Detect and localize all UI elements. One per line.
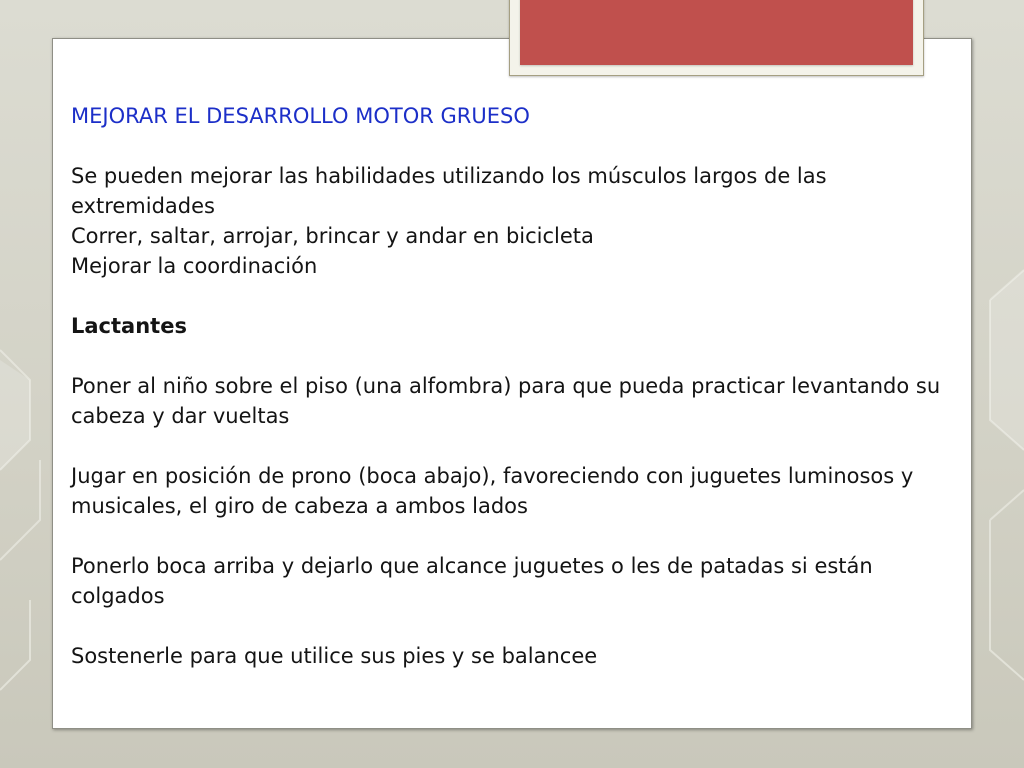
activity-item: Sostenerle para que utilice sus pies y se balancee xyxy=(71,644,598,668)
activity-item: Ponerlo boca arriba y dejarlo que alcance juguetes o les de patadas si están colgados xyxy=(71,554,873,608)
section-subheading: Lactantes xyxy=(71,314,187,338)
slide-title: MEJORAR EL DESARROLLO MOTOR GRUESO xyxy=(71,104,530,128)
accent-header-frame xyxy=(509,0,924,76)
spacer xyxy=(71,341,951,371)
intro-line: Mejorar la coordinación xyxy=(71,254,318,278)
slide-body xyxy=(71,101,951,671)
activity-item: Jugar en posición de prono (boca abajo), favoreciendo con juguetes luminosos y musicales, el giro de cabeza a ambos lados xyxy=(71,464,914,518)
spacer xyxy=(71,281,951,311)
intro-line: Se pueden mejorar las habilidades utilizando los músculos largos de las extremidades xyxy=(71,164,827,218)
spacer xyxy=(71,521,951,551)
intro-line: Correr, saltar, arrojar, brincar y andar en bicicleta xyxy=(71,224,594,248)
spacer xyxy=(71,611,951,641)
activity-item: Poner al niño sobre el piso (una alfombra) para que pueda practicar levantando su cabeza y dar vueltas xyxy=(71,374,941,428)
spacer xyxy=(71,431,951,461)
spacer xyxy=(71,131,951,161)
accent-header-block xyxy=(520,0,913,65)
